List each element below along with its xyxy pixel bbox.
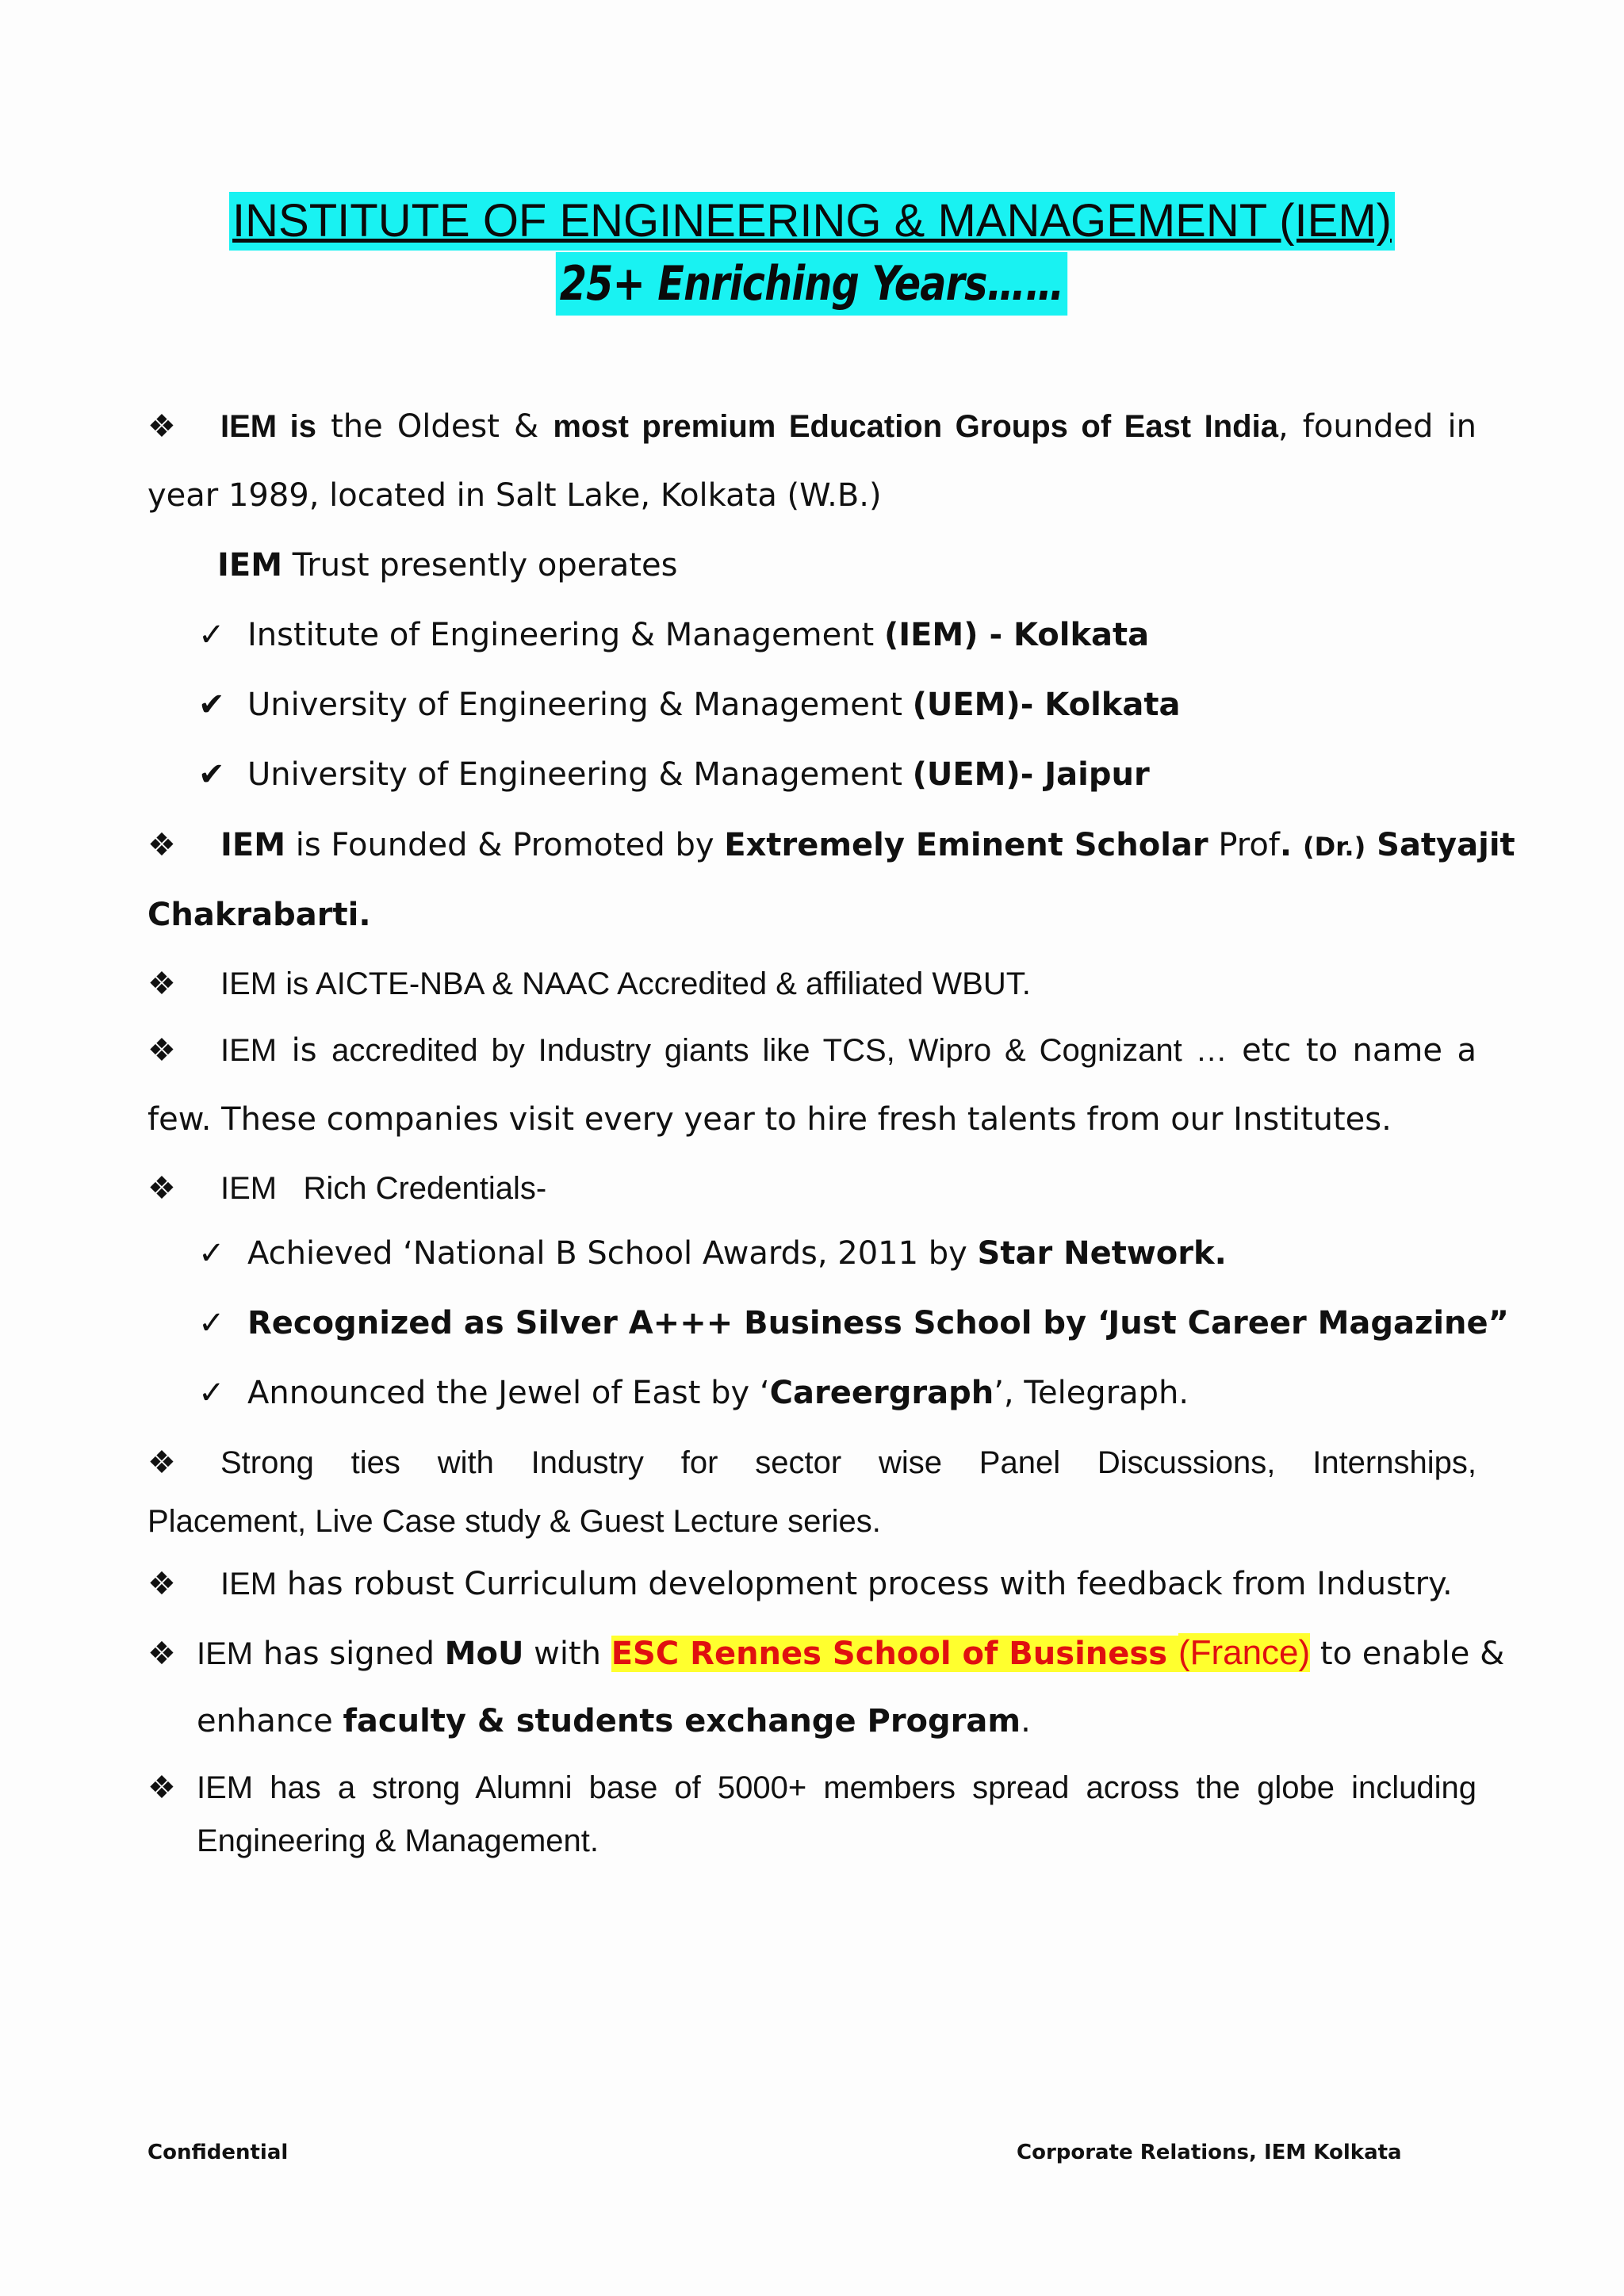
- trust-item-iem: ✓ Institute of Engineering & Management (IEM) - Kolkata: [198, 617, 1150, 653]
- footer-confidential: Confidential: [147, 2141, 289, 2164]
- bullet-ties-line2: Placement, Live Case study & Guest Lecture series.: [147, 1504, 881, 1539]
- diamond-bullet-icon: ❖: [147, 409, 176, 444]
- bullet-ties-line1: ❖ Strong ties with Industry for sector wise Panel Discussions, Internships,: [147, 1445, 1477, 1480]
- diamond-bullet-icon: ❖: [147, 1445, 176, 1480]
- title-block: [0, 192, 1624, 251]
- check-mark-icon: ✔: [198, 756, 225, 793]
- diamond-bullet-icon: ❖: [147, 1566, 176, 1602]
- bullet-mou-line2: enhance faculty & students exchange Program.: [197, 1703, 1031, 1739]
- bullet-alumni-line1: ❖ IEM has a strong Alumni base of 5000+ members spread across the globe including: [147, 1770, 1477, 1805]
- bullet-mou-line1: ❖ IEM has signed MoU with ESC Rennes School of Business (France) to enable &: [147, 1633, 1505, 1672]
- check-mark-icon: ✔: [198, 687, 225, 723]
- trust-item-uem-kolkata: ✔ University of Engineering & Management (UEM)- Kolkata: [198, 687, 1181, 723]
- bullet-accredited: ❖ IEM is AICTE-NBA & NAAC Accredited & affiliated WBUT.: [147, 966, 1031, 1001]
- credential-item-award: ✓ Achieved ‘National B School Awards, 2011 by Star Network.: [198, 1235, 1227, 1272]
- diamond-bullet-icon: ❖: [147, 966, 176, 1001]
- bullet-industry-line1: ❖ IEM is accredited by Industry giants like TCS, Wipro & Cognizant … etc to name a: [147, 1032, 1477, 1069]
- diamond-bullet-icon: ❖: [147, 1636, 176, 1672]
- diamond-bullet-icon: ❖: [147, 1171, 176, 1206]
- credential-item-jewel: ✓ Announced the Jewel of East by ‘Careergraph’, Telegraph.: [198, 1375, 1189, 1411]
- subtitle-block: [0, 252, 1624, 316]
- bullet-oldest-line1: ❖ IEM is the Oldest & most premium Education Groups of East India, founded in: [147, 408, 1477, 445]
- check-mark-icon: ✓: [198, 1235, 225, 1272]
- trust-heading: IEM Trust presently operates: [217, 547, 678, 584]
- bullet-founder-line1: ❖ IEM is Founded & Promoted by Extremely Eminent Scholar Prof. (Dr.) Satyajit: [147, 827, 1515, 863]
- diamond-bullet-icon: ❖: [147, 827, 176, 863]
- bullet-credentials: ❖ IEM Rich Credentials-: [147, 1171, 547, 1206]
- credential-item-silver: ✓ Recognized as Silver A+++ Business School by ‘Just Career Magazine”: [198, 1305, 1509, 1341]
- bullet-oldest-line2: year 1989, located in Salt Lake, Kolkata (W.B.): [147, 477, 882, 514]
- footer-department: Corporate Relations, IEM Kolkata: [1017, 2141, 1402, 2164]
- check-mark-icon: ✓: [198, 1375, 225, 1411]
- page-subtitle: 25+ Enriching Years……: [556, 252, 1067, 316]
- bullet-founder-line2: Chakrabarti.: [147, 897, 371, 933]
- bullet-curriculum: ❖ IEM has robust Curriculum development process with feedback from Industry.: [147, 1566, 1453, 1602]
- check-mark-icon: ✓: [198, 617, 225, 653]
- diamond-bullet-icon: ❖: [147, 1033, 176, 1068]
- highlight-partner-school: ESC Rennes School of Business: [611, 1636, 1178, 1672]
- trust-item-uem-jaipur: ✔ University of Engineering & Management (UEM)- Jaipur: [198, 756, 1150, 793]
- check-mark-icon: ✓: [198, 1305, 225, 1341]
- highlight-partner-country: (France): [1178, 1633, 1311, 1672]
- page-title: INSTITUTE OF ENGINEERING & MANAGEMENT (IEM): [229, 192, 1395, 251]
- bullet-alumni-line2: Engineering & Management.: [197, 1823, 599, 1858]
- diamond-bullet-icon: ❖: [147, 1770, 176, 1805]
- bullet-industry-line2: few. These companies visit every year to hire fresh talents from our Institutes.: [147, 1101, 1392, 1138]
